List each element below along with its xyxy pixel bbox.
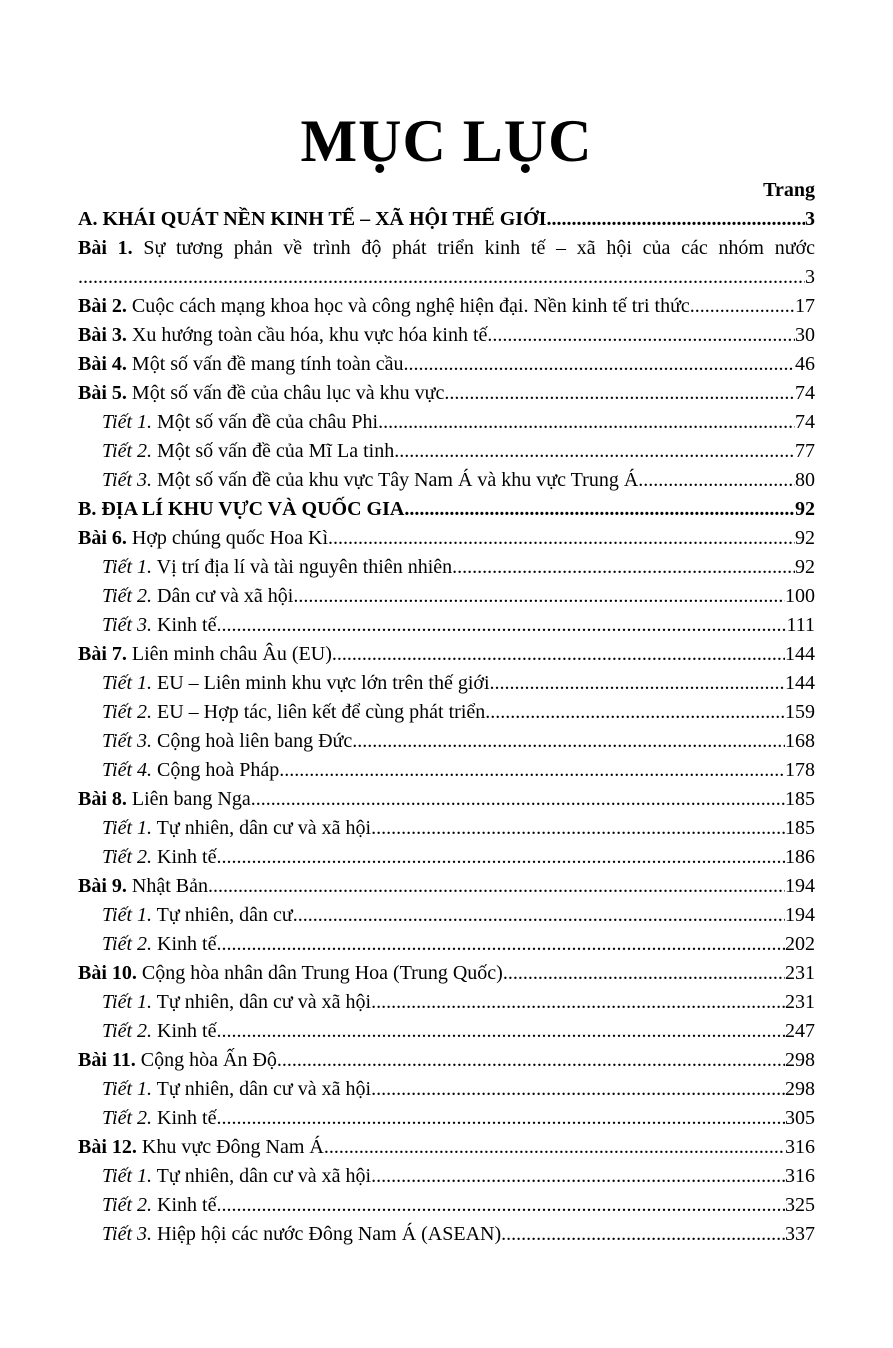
toc-entry-prefix: Bài 5. [78,382,127,404]
toc-entry-title: Nhật Bản [131,875,208,897]
toc-entry-prefix: Bài 2. [78,295,127,317]
toc-entry-title: Cộng hòa nhân dân Trung Hoa (Trung Quốc) [141,962,503,984]
toc-entry-prefix: Tiết 3. [102,469,153,491]
toc-entry-title: Một số vấn đề mang tính toàn cầu [131,353,404,375]
toc-entry-title: Tự nhiên, dân cư và xã hội [156,817,372,839]
toc-entry [78,582,815,611]
toc-entry-title: Kinh tế [157,933,217,955]
toc-entry-label [102,756,279,785]
toc-entry-label [78,321,487,350]
toc-entry-title: Một số vấn đề của châu lục và khu vực [131,382,445,404]
toc-entry-prefix: Tiết 2. [102,933,153,955]
toc-entry-prefix: Bài 3. [78,324,127,346]
toc-entry [78,756,815,785]
toc-entry [78,930,815,959]
toc-entry-prefix: Bài 1. [78,237,133,259]
toc-entry [78,1133,815,1162]
toc-entry-title: Một số vấn đề của Mĩ La tinh [157,440,395,462]
toc-entry-title: Hiệp hội các nước Đông Nam Á (ASEAN) [157,1223,502,1245]
toc-page [78,0,815,1249]
toc-entry-page: 325 [785,1194,815,1216]
toc-entry-title: Kinh tế [157,846,217,868]
toc-entry [78,234,815,292]
toc-entry-page: 185 [785,817,815,839]
toc-entry-prefix: Tiết 1. [102,411,153,433]
toc-entry-page: 3 [805,266,815,288]
toc-entry-label [102,988,371,1017]
page-column-header: Trang [763,179,815,201]
toc-entry-leader [690,292,795,321]
toc-entry-page: 316 [785,1165,815,1187]
toc-entry-page: 194 [785,875,815,897]
toc-entry [78,379,815,408]
toc-entry-prefix: Tiết 1. [102,817,153,839]
toc-entry-title: Sự tương phản về trình độ phát triển kinh tế – xã hội của các nhóm nước [143,237,815,259]
toc-entry [78,1162,815,1191]
toc-entry-prefix: Tiết 3. [102,730,153,752]
toc-list [78,205,815,1249]
toc-entry [78,1046,815,1075]
toc-entry-leader [444,379,795,408]
toc-entry-title: Liên minh châu Âu (EU) [131,643,332,665]
toc-entry-label [78,1133,324,1162]
toc-entry [78,901,815,930]
toc-entry [78,669,815,698]
toc-entry-leader [216,1104,785,1133]
toc-entry-page: 231 [785,991,815,1013]
toc-entry-leader [371,988,785,1017]
toc-entry-title: Tự nhiên, dân cư và xã hội [156,1078,372,1100]
toc-entry-prefix: Tiết 2. [102,585,153,607]
page-title: MỤC LỤC [300,108,593,174]
toc-entry-label [78,785,251,814]
toc-entry-prefix: Bài 7. [78,643,127,665]
toc-entry-leader [78,263,805,292]
toc-entry [78,321,815,350]
toc-entry-prefix: Tiết 2. [102,701,153,723]
toc-entry [78,437,815,466]
toc-entry [78,988,815,1017]
toc-entry-title: Xu hướng toàn cầu hóa, khu vực hóa kinh tế [131,324,488,346]
toc-entry [78,1075,815,1104]
toc-entry [78,524,815,553]
toc-entry-page: 231 [785,962,815,984]
toc-entry-leader [503,959,785,988]
toc-entry-page: 202 [785,933,815,955]
toc-entry-prefix: Tiết 3. [102,1223,153,1245]
toc-entry-page: 194 [785,904,815,926]
toc-entry-label [78,640,332,669]
toc-entry-prefix: Tiết 2. [102,1194,153,1216]
toc-entry-leader [216,930,785,959]
toc-entry-leader [394,437,795,466]
toc-entry-page: 185 [785,788,815,810]
toc-entry [78,959,815,988]
toc-entry-page: 305 [785,1107,815,1129]
toc-entry-page: 30 [795,324,815,346]
toc-entry-leader [404,495,795,524]
toc-entry-label [102,408,378,437]
toc-entry-label [102,1017,216,1046]
toc-entry-page: 74 [795,382,815,404]
toc-entry-label [102,466,638,495]
toc-entry-title: Cộng hòa Ấn Độ [140,1049,277,1071]
toc-entry-page: 144 [785,672,815,694]
toc-entry [78,727,815,756]
toc-entry-page: 144 [785,643,815,665]
toc-entry-leader [371,814,785,843]
toc-entry-title: Một số vấn đề của châu Phi [157,411,379,433]
toc-entry-leader [404,350,795,379]
toc-entry-title: Dân cư và xã hội [157,585,294,607]
toc-entry [78,640,815,669]
toc-entry-label [78,379,444,408]
toc-entry-label [102,1191,216,1220]
toc-entry [78,1220,815,1249]
toc-entry-leader [216,611,786,640]
toc-entry-page: 92 [795,556,815,578]
toc-entry-label [102,1162,371,1191]
toc-entry-prefix: Tiết 2. [102,846,153,868]
toc-entry-title: Kinh tế [157,1020,217,1042]
toc-entry-page: 178 [785,759,815,781]
toc-entry [78,814,815,843]
toc-entry-label [102,553,452,582]
toc-entry-label [102,582,293,611]
toc-entry [78,1017,815,1046]
toc-entry-title: Tự nhiên, dân cư và xã hội [156,1165,372,1187]
toc-entry-prefix: Bài 9. [78,875,127,897]
toc-entry-leader [208,872,785,901]
toc-entry-label [102,611,216,640]
toc-entry-label [102,698,485,727]
toc-entry-page: 168 [785,730,815,752]
toc-entry-title: Cuộc cách mạng khoa học và công nghệ hiện đại. Nền kinh tế tri thức [131,295,690,317]
toc-entry-label [78,1046,277,1075]
toc-entry-label [78,872,208,901]
toc-entry-page: 111 [786,614,815,636]
toc-entry-prefix: Tiết 1. [102,1165,153,1187]
toc-entry-leader [487,321,795,350]
toc-entry-leader [279,756,785,785]
toc-entry-title: Tự nhiên, dân cư và xã hội [156,991,372,1013]
toc-entry-page: 74 [795,411,815,433]
toc-entry-title: Kinh tế [157,1194,217,1216]
toc-entry-label [102,669,490,698]
toc-entry-page: 298 [785,1078,815,1100]
toc-entry-leader [293,582,785,611]
toc-entry-label [102,1104,216,1133]
toc-entry-leader [251,785,785,814]
toc-entry-leader [216,1191,785,1220]
toc-entry-label [78,292,690,321]
toc-entry-title: A. KHÁI QUÁT NỀN KINH TẾ – XÃ HỘI THẾ GIỚI [78,208,547,230]
toc-entry [78,553,815,582]
toc-entry-leader [546,205,805,234]
toc-entry [78,292,815,321]
toc-entry-prefix: Tiết 2. [102,440,153,462]
toc-entry-title: Tự nhiên, dân cư [156,904,293,926]
toc-entry [78,205,815,234]
toc-entry [78,785,815,814]
toc-entry-title: Một số vấn đề của khu vực Tây Nam Á và khu vực Trung Á [157,469,639,491]
toc-entry-title: EU – Liên minh khu vực lớn trên thế giới [157,672,490,694]
toc-entry-label [78,205,546,234]
toc-entry-prefix: Bài 11. [78,1049,136,1071]
toc-entry-label [78,524,328,553]
toc-entry-title: EU – Hợp tác, liên kết để cùng phát triển [157,701,486,723]
toc-entry-page: 3 [805,208,815,230]
toc-entry-page: 46 [795,353,815,375]
toc-entry-page: 92 [795,527,815,549]
toc-entry-leader [378,408,795,437]
toc-entry-label [78,350,404,379]
toc-entry-label [78,234,815,263]
toc-entry-prefix: Tiết 1. [102,672,153,694]
toc-entry-page: 17 [795,295,815,317]
toc-entry-page: 316 [785,1136,815,1158]
toc-entry-leader [501,1220,785,1249]
toc-entry-label [78,959,503,988]
toc-entry-leader [328,524,795,553]
toc-entry-label [102,901,293,930]
toc-entry-leader [371,1075,785,1104]
toc-entry-page: 186 [785,846,815,868]
toc-entry-prefix: Bài 6. [78,527,127,549]
toc-entry [78,1104,815,1133]
toc-entry-leader [490,669,785,698]
toc-entry [78,350,815,379]
toc-entry-leader [216,1017,785,1046]
toc-entry-label [102,843,216,872]
toc-entry-prefix: Tiết 1. [102,556,153,578]
toc-entry-title: Vị trí địa lí và tài nguyên thiên nhiên [156,556,453,578]
toc-entry [78,843,815,872]
toc-entry-leader [277,1046,785,1075]
toc-entry-prefix: Bài 10. [78,962,137,984]
toc-entry-title: B. ĐỊA LÍ KHU VỰC VÀ QUỐC GIA [78,498,405,520]
toc-entry-prefix: Bài 4. [78,353,127,375]
toc-entry-title: Khu vực Đông Nam Á [141,1136,324,1158]
toc-entry-leader [452,553,795,582]
toc-entry-prefix: Tiết 1. [102,904,153,926]
toc-entry-prefix: Tiết 4. [102,759,153,781]
toc-entry-leader [371,1162,785,1191]
toc-entry-page: 80 [795,469,815,491]
toc-entry [78,408,815,437]
toc-entry-label [102,930,216,959]
toc-entry-leader [324,1133,785,1162]
toc-entry [78,698,815,727]
toc-entry-prefix: Bài 8. [78,788,127,810]
toc-entry-prefix: Tiết 1. [102,991,153,1013]
toc-entry-prefix: Tiết 2. [102,1107,153,1129]
toc-entry-page: 100 [785,585,815,607]
toc-entry-prefix: Bài 12. [78,1136,137,1158]
toc-entry [78,495,815,524]
toc-entry-page: 247 [785,1020,815,1042]
toc-entry-page: 337 [785,1223,815,1245]
toc-entry-title: Liên bang Nga [131,788,251,810]
toc-entry-page: 92 [795,498,815,520]
toc-entry-page: 77 [795,440,815,462]
toc-entry-label [102,727,352,756]
toc-entry-prefix: Tiết 3. [102,614,153,636]
toc-entry-label [78,495,404,524]
toc-entry-title: Kinh tế [157,1107,217,1129]
toc-entry-label [102,437,394,466]
toc-entry-leader [638,466,795,495]
toc-entry-prefix: Tiết 1. [102,1078,153,1100]
toc-entry-prefix: Tiết 2. [102,1020,153,1042]
toc-entry-title: Cộng hoà liên bang Đức [157,730,353,752]
toc-entry-leader [332,640,785,669]
toc-entry-title: Cộng hoà Pháp [157,759,280,781]
toc-entry [78,466,815,495]
toc-entry-leader [216,843,785,872]
toc-entry-label [102,814,371,843]
toc-entry [78,611,815,640]
toc-entry-label [102,1220,501,1249]
toc-entry [78,872,815,901]
toc-entry-leader [352,727,785,756]
toc-entry-page: 159 [785,701,815,723]
toc-entry-leader [485,698,785,727]
toc-entry-page: 298 [785,1049,815,1071]
toc-entry-title: Hợp chúng quốc Hoa Kì [131,527,328,549]
toc-entry-title: Kinh tế [157,614,217,636]
toc-entry-leader [293,901,785,930]
toc-entry [78,1191,815,1220]
toc-entry-label [102,1075,371,1104]
